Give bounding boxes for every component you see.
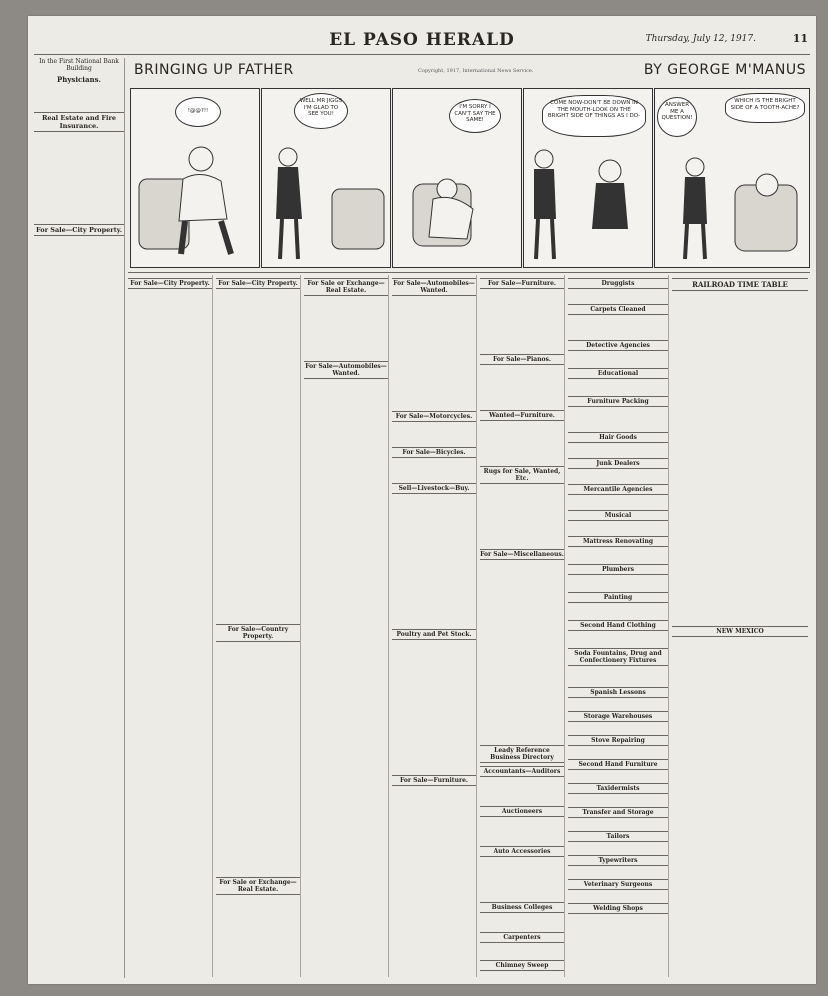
listing-text <box>568 471 668 481</box>
masthead-rule <box>34 54 810 55</box>
section-heading: For Sale—Pianos. <box>480 354 564 365</box>
section-heading: Painting <box>568 592 668 603</box>
speech-bubble: !@@?!! <box>175 97 221 127</box>
listing-text <box>568 772 668 780</box>
listing-text <box>672 293 808 623</box>
section-heading: For Sale—City Property. <box>128 278 212 289</box>
speech-bubble: WHICH IS THE BRIGHT SIDE OF A TOOTH-ACHE? <box>725 93 805 123</box>
listing-text <box>568 409 668 429</box>
classified-column-5 <box>480 275 565 977</box>
classified-column-1 <box>128 275 213 977</box>
comic-strip <box>128 58 810 268</box>
comic-author: BY GEORGE M'MANUS <box>643 62 806 78</box>
listing-text <box>568 668 668 684</box>
classified-column-4 <box>392 275 477 977</box>
listing-text <box>568 577 668 589</box>
comic-drawing <box>393 89 521 267</box>
speech-bubble: I'M SORRY I CAN'T SAY THE SAME! <box>449 99 501 133</box>
section-heading: Tailors <box>568 831 668 842</box>
listing-text <box>672 639 808 969</box>
section-heading: Transfer and Storage <box>568 807 668 818</box>
left-column-note: In the First National Bank Building <box>39 58 119 72</box>
section-heading: Second Hand Furniture <box>568 759 668 770</box>
listing-text <box>392 460 476 480</box>
comic-panel-1 <box>130 88 260 268</box>
section-heading: For Sale or Exchange—Real Estate. <box>216 877 300 895</box>
listing-text <box>392 424 476 444</box>
listing-text <box>568 549 668 561</box>
listing-text <box>392 642 476 772</box>
listing-text <box>568 892 668 900</box>
listing-text <box>568 291 668 301</box>
section-heading: Musical <box>568 510 668 521</box>
section-heading: Mercantile Agencies <box>568 484 668 495</box>
listing-text <box>480 779 564 803</box>
comic-panel-2 <box>261 88 391 268</box>
comic-copyright: Copyright, 1917, International News Service. <box>418 68 534 74</box>
section-heading: Stove Repairing <box>568 735 668 746</box>
listing-text <box>568 445 668 455</box>
comic-panel-5 <box>654 88 810 268</box>
listing-text <box>568 748 668 756</box>
section-heading: Storage Warehouses <box>568 711 668 722</box>
section-heading: For Sale—Motorcycles. <box>392 411 476 422</box>
listing-text <box>480 423 564 463</box>
comic-drawing <box>262 89 390 267</box>
listing-text <box>34 134 124 220</box>
railroad-timetable-heading: RAILROAD TIME TABLE <box>672 278 808 291</box>
section-city-property: For Sale—City Property. <box>35 226 123 234</box>
listing-text <box>480 859 564 899</box>
listing-text <box>568 523 668 533</box>
listing-text <box>568 820 668 828</box>
speech-bubble: ANSWER ME A QUESTION! <box>657 97 697 137</box>
comic-drawing <box>524 89 652 267</box>
listing-text <box>568 700 668 708</box>
listing-text <box>568 605 668 617</box>
section-heading: Detective Agencies <box>568 340 668 351</box>
comic-panel-4 <box>523 88 653 268</box>
section-heading: Druggists <box>568 278 668 289</box>
listing-text <box>216 291 300 621</box>
section-heading: Accountants—Auditors <box>480 766 564 777</box>
listing-text <box>304 298 388 358</box>
section-heading: Leady Reference Business Directory <box>480 745 564 763</box>
section-heading: For Sale—Country Property. <box>216 624 300 642</box>
classified-column-6 <box>568 275 669 977</box>
section-heading: Furniture Packing <box>568 396 668 407</box>
listing-text <box>568 844 668 852</box>
section-heading: Welding Shops <box>568 903 668 914</box>
comic-panel-3 <box>392 88 522 268</box>
section-heading: For Sale—City Property. <box>216 278 300 289</box>
listing-text <box>128 291 212 977</box>
listing-text <box>392 298 476 408</box>
section-heading: For Sale or Exchange—Real Estate. <box>304 278 388 296</box>
listing-text <box>568 724 668 732</box>
classified-column-7 <box>672 275 808 977</box>
section-heading: Veterinary Surgeons <box>568 879 668 890</box>
listing-text <box>304 381 388 977</box>
section-heading: Carpets Cleaned <box>568 304 668 315</box>
speech-bubble: COME NOW-DON'T BE DOWN IN THE MOUTH-LOOK ON THE BRIGHT SIDE OF THINGS AS I DO- <box>542 95 646 137</box>
section-heading: Mattress Renovating <box>568 536 668 547</box>
section-heading: Junk Dealers <box>568 458 668 469</box>
listing-text <box>568 868 668 876</box>
section-heading: For Sale—Automobiles—Wanted. <box>393 280 475 294</box>
section-heading: Poultry and Pet Stock. <box>392 629 476 640</box>
classified-column-3 <box>304 275 389 977</box>
listing-text <box>480 562 564 742</box>
comic-title: BRINGING UP FATHER <box>134 62 294 78</box>
listing-text <box>480 945 564 957</box>
section-heading: Auto Accessories <box>480 846 564 857</box>
section-heading: Chimney Sweep <box>480 960 564 971</box>
section-heading: For Sale—Furniture. <box>392 775 476 786</box>
section-real-estate: Real Estate and Fire Insurance. <box>34 112 124 132</box>
section-heading: Auctioneers <box>480 806 564 817</box>
section-heading: For Sale—Furniture. <box>480 278 564 289</box>
listing-text <box>392 496 476 626</box>
listing-text <box>480 367 564 407</box>
masthead-title: EL PASO HERALD <box>329 30 515 50</box>
listing-text <box>216 897 300 977</box>
section-heading: Business Colleges <box>480 902 564 913</box>
section-heading: Rugs for Sale, Wanted, Etc. <box>480 466 564 484</box>
masthead-date: Thursday, July 12, 1917. <box>645 34 756 44</box>
section-heading: For Sale—Miscellaneous. <box>480 551 564 558</box>
left-column <box>34 58 125 978</box>
section-heading: Hair Goods <box>568 432 668 443</box>
section-heading: Second Hand Clothing <box>568 620 668 631</box>
section-heading: NEW MEXICO <box>672 626 808 637</box>
listing-text <box>568 381 668 393</box>
section-heading: Carpenters <box>480 932 564 943</box>
listing-text <box>480 291 564 351</box>
listing-text <box>568 796 668 804</box>
section-heading: For Sale—Automobiles—Wanted. <box>305 363 387 377</box>
listing-text <box>568 633 668 645</box>
classified-ads <box>128 272 810 979</box>
listing-text <box>392 788 476 977</box>
listing-text <box>568 317 668 337</box>
page-number: 11 <box>792 32 808 45</box>
listing-text <box>568 353 668 365</box>
section-heading: Sell—Livestock—Buy. <box>392 483 476 494</box>
section-heading: Taxidermists <box>568 783 668 794</box>
listing-text <box>568 497 668 507</box>
section-heading: Typewriters <box>568 855 668 866</box>
listing-text <box>34 238 124 938</box>
section-heading: Spanish Lessons <box>568 687 668 698</box>
comic-drawing <box>131 89 259 267</box>
listing-text <box>480 915 564 929</box>
section-heading: Educational <box>568 368 668 379</box>
section-heading: Wanted—Furniture. <box>480 410 564 421</box>
comic-drawing <box>655 89 809 267</box>
physicians-heading: Physicians. <box>57 75 101 84</box>
section-heading: Soda Fountains, Drug and Confectionery Fixtures <box>568 648 668 666</box>
classified-column-2 <box>216 275 301 977</box>
section-heading: For Sale—Bicycles. <box>392 447 476 458</box>
section-heading: Plumbers <box>568 564 668 575</box>
listing-text <box>480 819 564 843</box>
speech-bubble: WELL MR JIGGS I'M GLAD TO SEE YOU! <box>294 93 348 129</box>
listing-text <box>34 86 124 108</box>
listing-text <box>480 486 564 546</box>
listing-text <box>216 644 300 874</box>
newspaper-page <box>28 16 816 984</box>
